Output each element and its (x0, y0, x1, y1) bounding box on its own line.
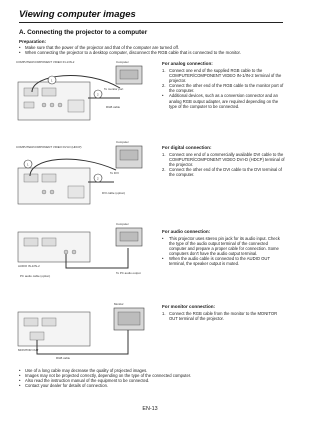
preparation-item: • When connecting the projector to a desktop computer, disconnect the RGB cable that is connected to the monitor. (19, 50, 284, 55)
digital-connection-diagram (16, 138, 158, 206)
section-title: A. Connecting the projector to a computer (19, 29, 148, 36)
step-number-1: 1 (27, 162, 29, 167)
page-number: EN-13 (142, 406, 158, 412)
terminal-label: AUDIO IN-1/IN-2 (18, 264, 40, 268)
computer-label: Computer (116, 140, 129, 144)
note-item: • Use of a long cable may decrease the quality of projected images. (19, 368, 284, 373)
note-item: • Images may not be projected correctly, depending on the type of the connected computer. (19, 373, 284, 378)
note-item: • Also read the instruction manual of the equipment to be connected. (19, 378, 284, 383)
monitor-steps (162, 311, 286, 321)
step-item: 2. Connect the other end of the DVI cable to the DVI terminal of the computer. (162, 167, 286, 177)
step-item: 1. Connect one end of the supplied RGB cable to the COMPUTER/COMPONENT VIDEO IN-1/IN-2 terminal of the projector. (162, 68, 286, 83)
preparation-list (19, 45, 284, 56)
cable-label: DVI cable (option) (102, 191, 126, 195)
step-item: 1. Connect one end of a commercially available DVI cable to the COMPUTER/COMPONENT VIDEO DVI-D (HDCP) terminal of the projector. (162, 152, 286, 167)
terminal-label: MONITOR OUT (18, 348, 39, 352)
cable-label: RGB cable (56, 356, 70, 360)
port-label: To DVI (110, 171, 119, 175)
terminal-label: COMPUTER/COMPONENT VIDEO DVI-D (HDCP) (16, 145, 82, 149)
digital-steps (162, 152, 286, 177)
step-item: • Additional devices, such as a conversion connector and an analog RGB output adapter, are required depending on the type of the computer to be connected. (162, 93, 286, 108)
monitor-heading: For monitor connection: (162, 304, 216, 309)
preparation-heading: Preparation: (19, 39, 47, 44)
analog-steps (162, 68, 286, 109)
audio-connection-diagram (16, 222, 158, 280)
computer-label: Computer (116, 222, 129, 226)
notes-list (19, 368, 284, 388)
terminal-label: COMPUTER/COMPONENT VIDEO IN-1/IN-2 (16, 60, 75, 64)
port-label: To monitor port (104, 87, 124, 91)
audio-heading: For audio connection: (162, 229, 211, 234)
step-item: • When the audio cable is connected to the AUDIO OUT terminal, the speaker output is muted. (162, 256, 286, 266)
cable-label: PC audio cable (option) (20, 274, 51, 278)
step-item: 1. Connect the RGB cable from the monitor to the MONITOR OUT terminal of the projector. (162, 311, 286, 321)
step-item: • This projector uses stereo pin jack for its audio input. Check the type of the audio output terminal of the connected computer and prepare a proper cable for connection. Some computers don't have the audio output terminal. (162, 236, 286, 256)
analog-heading: For analog connection: (162, 61, 213, 66)
digital-heading: For digital connection: (162, 145, 212, 150)
page-title: Viewing computer images (19, 9, 136, 20)
step-number-2: 2 (97, 176, 99, 181)
port-label: To PC audio output (116, 271, 141, 275)
title-rule (19, 22, 283, 23)
preparation-item: • Make sure that the power of the projector and that of the computer are turned off. (19, 45, 284, 50)
cable-label: RGB cable (106, 105, 120, 109)
step-number-1: 1 (51, 78, 53, 83)
computer-label: Computer (116, 60, 129, 64)
projector-panel (18, 232, 90, 262)
step-number-2: 2 (97, 92, 99, 97)
step-item: 2. Connect the other end of the RGB cable to the monitor port of the computer. (162, 83, 286, 93)
note-item: • Contact your dealer for details of connection. (19, 383, 284, 388)
audio-steps (162, 236, 286, 267)
projector-panel (18, 312, 90, 346)
monitor-connection-diagram (16, 302, 158, 360)
monitor-label: Monitor (114, 302, 124, 306)
analog-connection-diagram (16, 58, 158, 122)
